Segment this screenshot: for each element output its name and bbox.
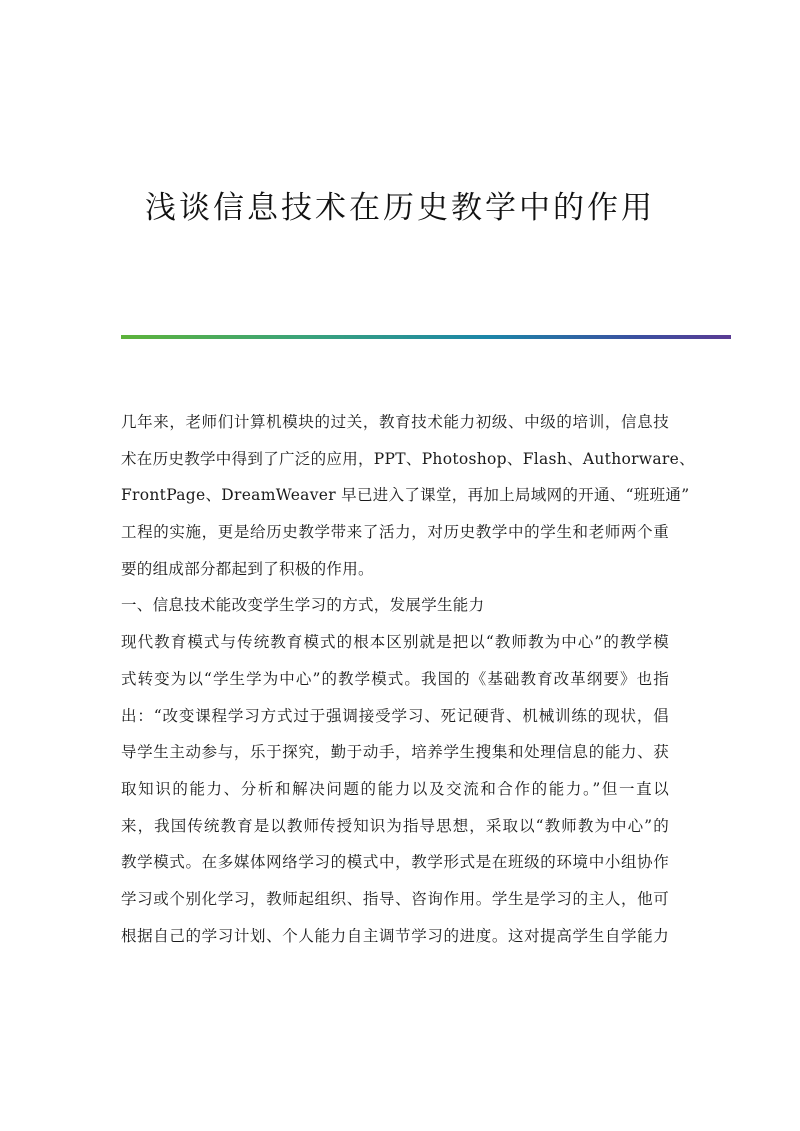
text-line: 术在历史教学中得到了广泛的应用，PPT、Photoshop、Flash、Authorware、 (121, 449, 695, 468)
text-line: 导学生主动参与，乐于探究，勤于动手，培养学生搜集和处理信息的能力、获 (121, 743, 669, 762)
text-line: 来，我国传统教育是以教师传授知识为指导思想，采取以“教师教为中心”的 (121, 816, 669, 835)
title-divider (121, 335, 731, 339)
text-line: 工程的实施，更是给历史教学带来了活力，对历史教学中的学生和老师两个重 (121, 523, 669, 542)
text-line: 几年来，老师们计算机模块的过关，教育技术能力初级、中级的培训，信息技 (121, 413, 669, 431)
text-line: FrontPage、DreamWeaver 早已进入了课堂，再加上局域网的开通、“班班通” (121, 486, 690, 505)
document-body (121, 404, 695, 954)
text-line: 现代教育模式与传统教育模式的根本区别就是把以“教师教为中心”的教学模 (121, 633, 669, 652)
text-line: 取知识的能力、分析和解决问题的能力以及交流和合作的能力。”但一直以 (121, 779, 669, 798)
text-line: 教学模式。在多媒体网络学习的模式中，教学形式是在班级的环境中小组协作 (121, 853, 669, 872)
section-heading: 一、信息技术能改变学生学习的方式，发展学生能力 (121, 596, 485, 615)
text-line: 式转变为以“学生学为中心”的教学模式。我国的《基础教育改革纲要》也指 (121, 669, 669, 688)
text-line: 要的组成部分都起到了积极的作用。 (121, 559, 374, 578)
document-title: 浅谈信息技术在历史教学中的作用 (145, 190, 655, 226)
text-line: 出：“改变课程学习方式过于强调接受学习、死记硬背、机械训练的现状，倡 (121, 706, 669, 725)
text-line: 根据自己的学习计划、个人能力自主调节学习的进度。这对提高学生自学能力 (121, 926, 669, 945)
text-line: 学习或个别化学习，教师起组织、指导、咨询作用。学生是学习的主人，他可 (121, 889, 669, 908)
